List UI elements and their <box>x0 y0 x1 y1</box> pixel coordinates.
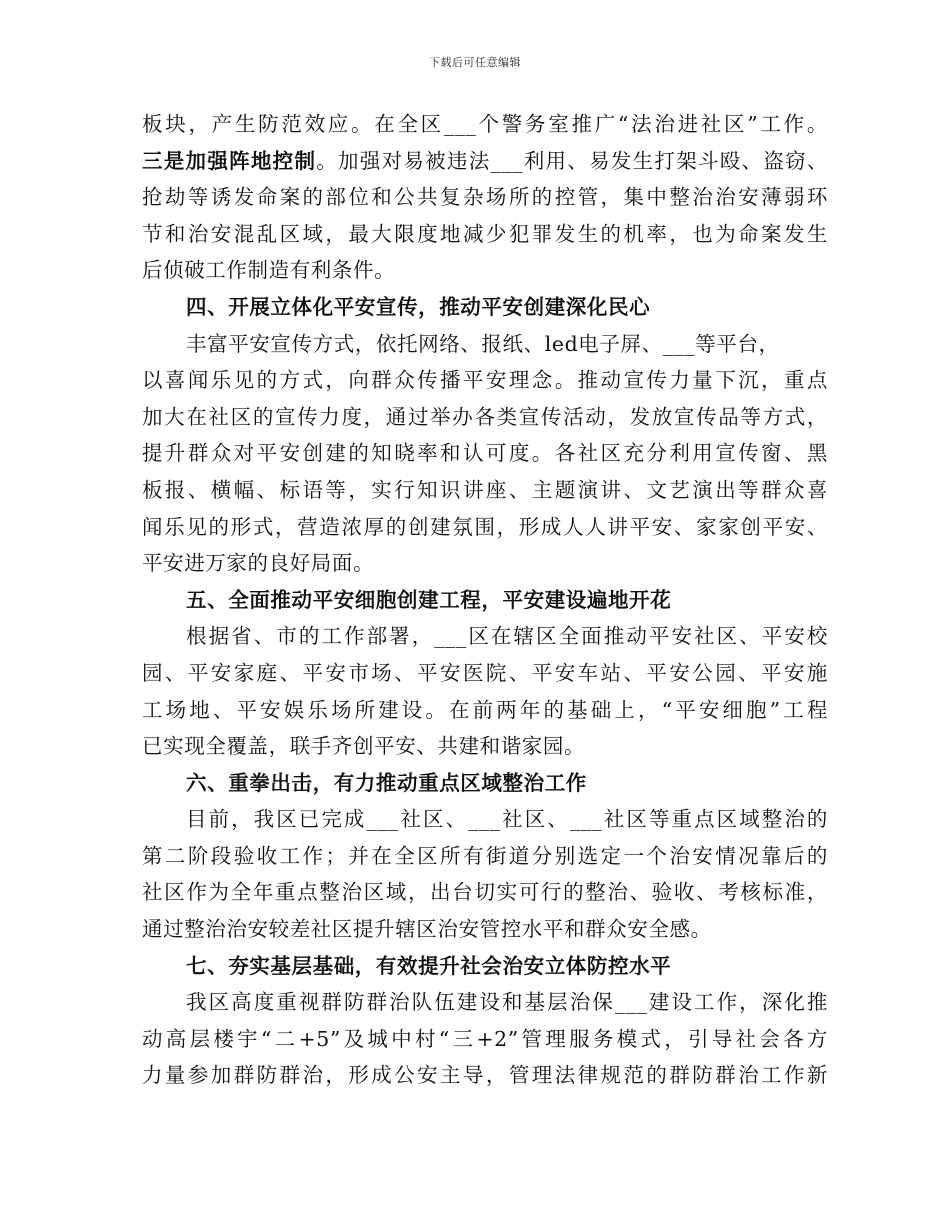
page-header: 下载后可任意编辑 <box>429 56 521 69</box>
paragraph-line: 园、平安家庭、平安市场、平安医院、平安车站、平安公园、平安施 <box>142 660 828 685</box>
section-heading: 五、全面推动平安细胞创建工程，平安建设遍地开花 <box>186 587 672 612</box>
emphasis-text: 三是加强阵地控制 <box>142 148 317 173</box>
paragraph-line: 提升群众对平安创建的知晓率和认可度。各社区充分利用宣传窗、黑 <box>142 441 828 466</box>
paragraph-line <box>142 143 828 180</box>
section-heading: 七、夯实基层基础，有效提升社会治安立体防控水平 <box>186 953 672 978</box>
paragraph-line: 已实现全覆盖，联手齐创平安、共建和谐家园。 <box>142 734 586 759</box>
paragraph-line: 闻乐见的形式，营造浓厚的创建氛围，形成人人讲平安、家家创平安、 <box>142 514 828 539</box>
section-heading: 四、开展立体化平安宣传，推动平安创建深化民心 <box>186 294 651 319</box>
paragraph-line: 板块，产生防范效应。在全区___个警务室推广“法治进社区”工作。 <box>142 112 828 136</box>
paragraph-line: 力量参加群防群治，形成公安主导，管理法律规范的群防群治工作新 <box>142 1063 828 1088</box>
paragraph-line: 根据省、市的工作部署，___区在辖区全面推动平安社区、平安校 <box>186 624 828 649</box>
paragraph-line: 第二阶段验收工作；并在全区所有街道分别选定一个治安情况靠后的 <box>142 843 828 868</box>
paragraph-line: 抢劫等诱发命案的部位和公共复杂场所的控管，集中整治治安薄弱环 <box>142 185 828 210</box>
paragraph-line: 以喜闻乐见的方式，向群众传播平安理念。推动宣传力量下沉，重点 <box>142 368 828 393</box>
paragraph-line: 板报、横幅、标语等，实行知识讲座、主题演讲、文艺演出等群众喜 <box>142 477 828 502</box>
paragraph-line: 平安进万家的良好局面。 <box>142 551 375 576</box>
paragraph-line: 加大在社区的宣传力度，通过举办各类宣传活动，发放宣传品等方式， <box>142 404 828 429</box>
paragraph-line: 动高层楼宇“二+5”及城中村“三+2”管理服务模式，引导社会各方 <box>142 1026 828 1051</box>
paragraph-line: 后侦破工作制造有利条件。 <box>142 258 396 283</box>
paragraph-line: 节和治安混乱区域，最大限度地减少犯罪发生的机率，也为命案发生 <box>142 221 828 246</box>
paragraph-line: 通过整治治安较差社区提升辖区治安管控水平和群众安全感。 <box>142 917 712 942</box>
paragraph-line: 工场地、平安娱乐场所建设。在前两年的基础上，“平安细胞”工程 <box>142 697 828 722</box>
paragraph-line: 我区高度重视群防群治队伍建设和基层治保___建设工作，深化推 <box>186 990 828 1015</box>
line-text: 。加强对易被违法___利用、易发生打架斗殴、盗窃、 <box>316 148 828 173</box>
paragraph-line: 丰富平安宣传方式，依托网络、报纸、led电子屏、___等平台， <box>186 331 780 356</box>
section-heading: 六、重拳出击，有力推动重点区域整治工作 <box>186 770 587 795</box>
paragraph-line: 社区作为全年重点整治区域，出台切实可行的整治、验收、考核标准， <box>142 880 828 905</box>
document-body <box>142 106 828 1094</box>
paragraph-line: 目前，我区已完成___社区、___社区、___社区等重点区域整治的 <box>186 807 828 832</box>
